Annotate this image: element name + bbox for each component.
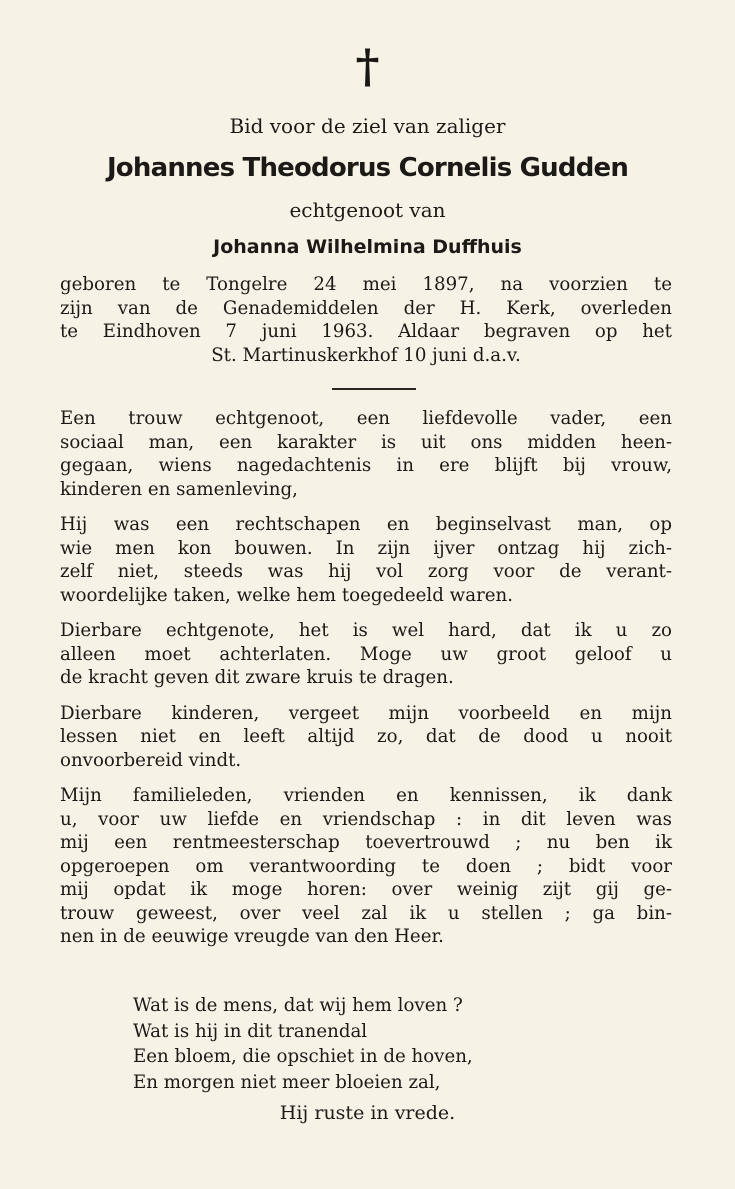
poem-line: En morgen niet meer bloeien zal, xyxy=(133,1071,441,1093)
text-line: u, voor uw liefde en vriendschap : in dit leven was xyxy=(60,808,672,830)
paragraph-children xyxy=(60,702,672,773)
divider xyxy=(332,388,416,390)
birth-death-details xyxy=(60,273,672,367)
text-line: Hij was een rechtschapen en beginselvast man, op xyxy=(60,514,672,535)
text-line: woordelijke taken, welke hem toegedeeld waren. xyxy=(60,584,514,606)
text-line: alleen moet achterlaten. Moge uw groot geloof u xyxy=(60,643,672,665)
birth-line: zijn van de Genademiddelen der H. Kerk, overleden xyxy=(60,297,672,319)
text-line: de kracht geven dit zware kruis te dragen. xyxy=(60,667,454,688)
birth-line: St. Martinuskerkhof 10 juni d.a.v. xyxy=(211,344,521,366)
paragraph-spouse xyxy=(60,619,672,690)
birth-line: te Eindhoven 7 juni 1963. Aldaar begraven op het xyxy=(60,321,672,342)
text-line: mij een rentmeesterschap toevertrouwd ; nu ben ik xyxy=(60,832,672,853)
text-line: Dierbare echtgenote, het is wel hard, dat ik u zo xyxy=(60,620,672,641)
text-line: Mijn familieleden, vrienden en kennissen, ik dank xyxy=(60,785,672,806)
text-line: onvoorbereid vindt. xyxy=(60,749,242,771)
birth-line: geboren te Tongelre 24 mei 1897, na voorzien te xyxy=(60,274,672,295)
text-line: zelf niet, steeds was hij vol zorg voor de verant- xyxy=(60,561,672,582)
paragraph-tribute xyxy=(60,407,672,501)
intro-line: Bid voor de ziel van zaliger xyxy=(229,114,506,138)
poem-line: Wat is hij in dit tranendal xyxy=(133,1020,368,1042)
text-line: gegaan, wiens nagedachtenis in ere blijft bij vrouw, xyxy=(60,455,672,476)
poem xyxy=(133,993,653,1095)
poem-line: Wat is de mens, dat wij hem loven ? xyxy=(133,995,463,1016)
text-line: Een trouw echtgenoot, een liefdevolle vader, een xyxy=(60,408,672,429)
spouse-label: echtgenoot van xyxy=(289,198,446,222)
text-line: nen in de eeuwige vreugde van den Heer. xyxy=(60,926,444,947)
text-line: lessen niet en leeft altijd zo, dat de dood u nooit xyxy=(60,726,672,747)
memorial-text xyxy=(60,407,672,961)
paragraph-family xyxy=(60,784,672,949)
text-line: kinderen en samenleving, xyxy=(60,478,298,500)
cross-icon: † xyxy=(355,39,380,93)
closing-line: Hij ruste in vrede. xyxy=(279,1102,456,1124)
text-line: sociaal man, een karakter is uit ons midden heen- xyxy=(60,431,672,453)
spouse-name: Johanna Wilhelmina Duffhuis xyxy=(213,236,522,258)
deceased-name: Johannes Theodorus Cornelis Gudden xyxy=(106,153,629,183)
text-line: wie men kon bouwen. In zijn ijver ontzag hij zich- xyxy=(60,537,672,559)
poem-line: Een bloem, die opschiet in de hoven, xyxy=(133,1046,473,1067)
text-line: mij opdat ik moge horen: over weinig zijt gij ge- xyxy=(60,879,672,900)
text-line: Dierbare kinderen, vergeet mijn voorbeeld en mijn xyxy=(60,702,672,724)
text-line: opgeroepen om verantwoording te doen ; bidt voor xyxy=(60,855,672,877)
text-line: trouw geweest, over veel zal ik u stellen ; ga bin- xyxy=(60,902,672,924)
paragraph-character xyxy=(60,513,672,607)
